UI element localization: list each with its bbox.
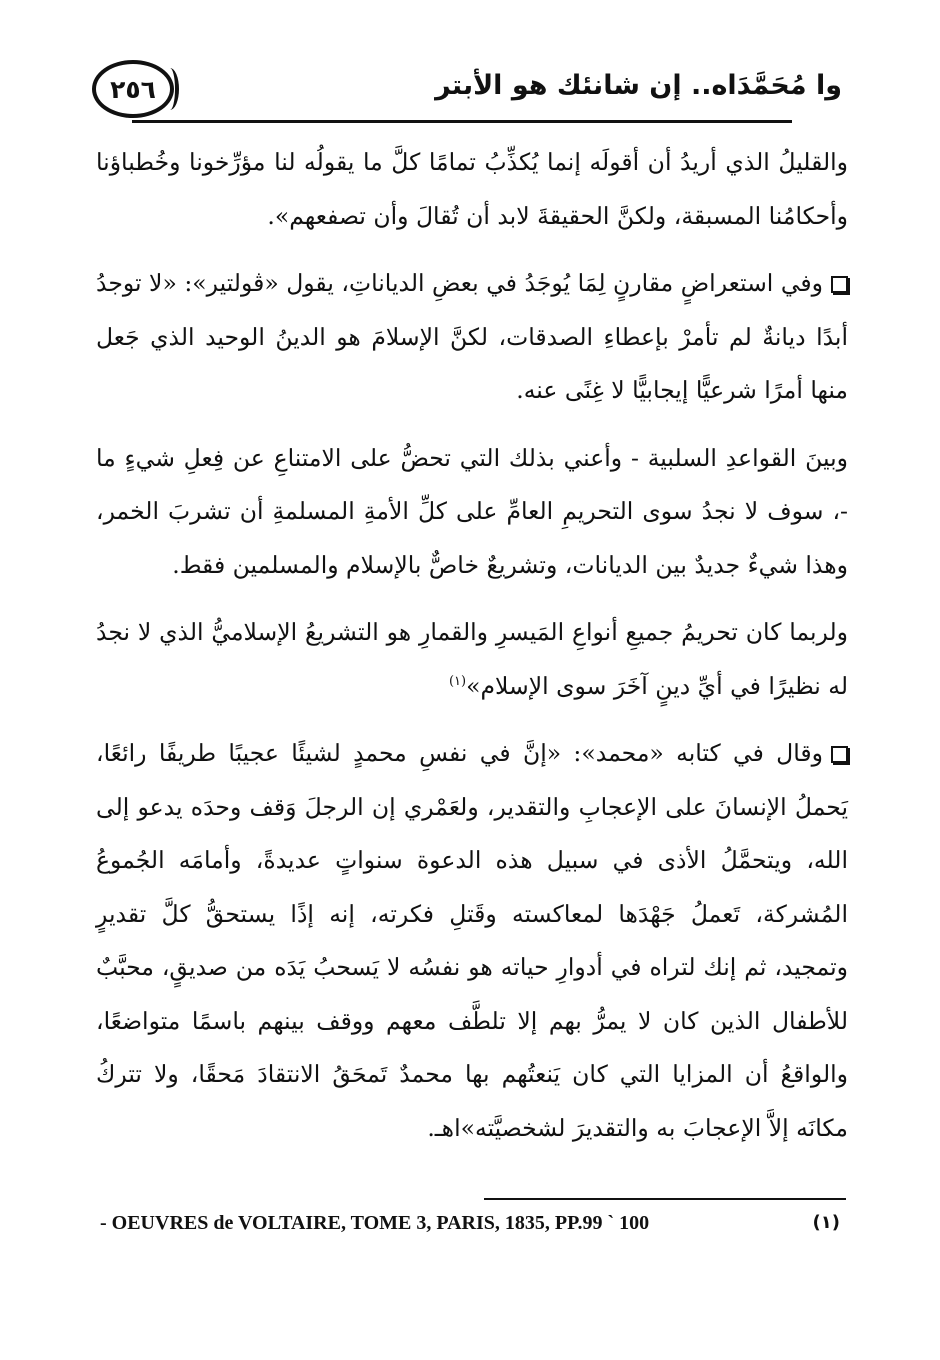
footnote-separator: [484, 1198, 846, 1200]
paragraph-text: وبينَ القواعدِ السلبية - وأعني بذلك التي تحضُّ على الامتناعِ عن فِعلِ شيءٍ ما -، سوف لا نجدُ سوى التحريمِ العامِّ على كلِّ الأمةِ المسلمةِ أن تشربَ الخمر، وهذا شيءٌ جديدٌ بين الديانات، وتشريعٌ خاصٌّ بالإسلام والمسلمين فقط.: [96, 443, 848, 579]
page-header: [92, 60, 842, 126]
header-rule: [132, 120, 792, 123]
paragraph: [96, 727, 848, 1155]
paragraph: [96, 606, 848, 713]
running-title: وا مُحَمَّدَاه.. إن شانئك هو الأبتر: [435, 70, 842, 101]
paragraph-text: وقال في كتابه «محمد»: «إنَّ في نفسِ محمدٍ لشيئًا عجيبًا طريفًا رائعًا، يَحملُ الإنسانَ على الإعجابِ والتقدير، ولعَمْري إن الرجلَ وَقف وحدَه يدعو إلى الله، ويتحمَّلُ الأذى في سبيل هذه الدعوة سنواتٍ عديدةً، وأمامَه الجُموعُ المُشركة، تَعملُ جَهْدَها لمعاكسته وقَتلِ فكرته، إنه إذًا يستحقُّ كلَّ تقديرٍ وتمجيد، ثم إنك لتراه في أدوارِ حياته هو نفسُه لا يَسحبُ يَدَه من صديقٍ، محبَّبٌ للأطفال الذين كان لا يمرُّ بهم إلا تلطَّف معهم ووقف بينهم باسمًا متواضعًا، والواقعُ أن المزايا التي كان يَنعتُهم بها محمدٌ تَمحَقُ الانتقادَ مَحقًا، ولا تتركُ مكانَه إلاَّ الإعجابَ به والتقديرَ لشخصيَّته»اهـ.: [96, 739, 848, 1142]
paragraph: [96, 257, 848, 418]
paragraph: [96, 136, 848, 243]
square-bullet-icon: [831, 746, 848, 763]
paragraph: [96, 432, 848, 593]
footnote-reference: (١): [448, 673, 467, 689]
page-number-oval: [92, 60, 174, 118]
footnote-number: (١): [812, 1212, 840, 1233]
square-bullet-icon: [831, 276, 848, 293]
page-number: ٢٥٦: [110, 74, 156, 104]
main-text: [96, 136, 848, 1169]
footnote: [100, 1212, 840, 1244]
footnote-text: - OEUVRES de VOLTAIRE, TOME 3, PARIS, 1835, PP.99 ` 100: [100, 1212, 650, 1234]
paragraph-text: والقليلُ الذي أريدُ أن أقولَه إنما يُكذِّبُ تمامًا كلَّ ما يقولُه لنا مؤرِّخونا وخُطباؤنا وأحكامُنا المسبقة، ولكنَّ الحقيقةَ لابد أن تُقالَ وأن تصفعهم».: [96, 148, 848, 230]
paragraph-text: ولربما كان تحريمُ جميعِ أنواعِ المَيسرِ والقمارِ هو التشريعُ الإسلاميُّ الذي لا نجدُ له نظيرًا في أيِّ دينٍ آخَرَ سوى الإسلام»: [96, 618, 848, 700]
paragraph-text: وفي استعراضٍ مقارنٍ لِمَا يُوجَدُ في بعضِ الدياناتِ، يقول «ڤولتير»: «لا توجدُ أبدًا ديانةٌ لم تأمرْ بإعطاءِ الصدقات، لكنَّ الإسلامَ هو الدينُ الوحيد الذي جَعل منها أمرًا شرعيًّا إيجابيًّا لا غِنًى عنه.: [96, 269, 848, 404]
